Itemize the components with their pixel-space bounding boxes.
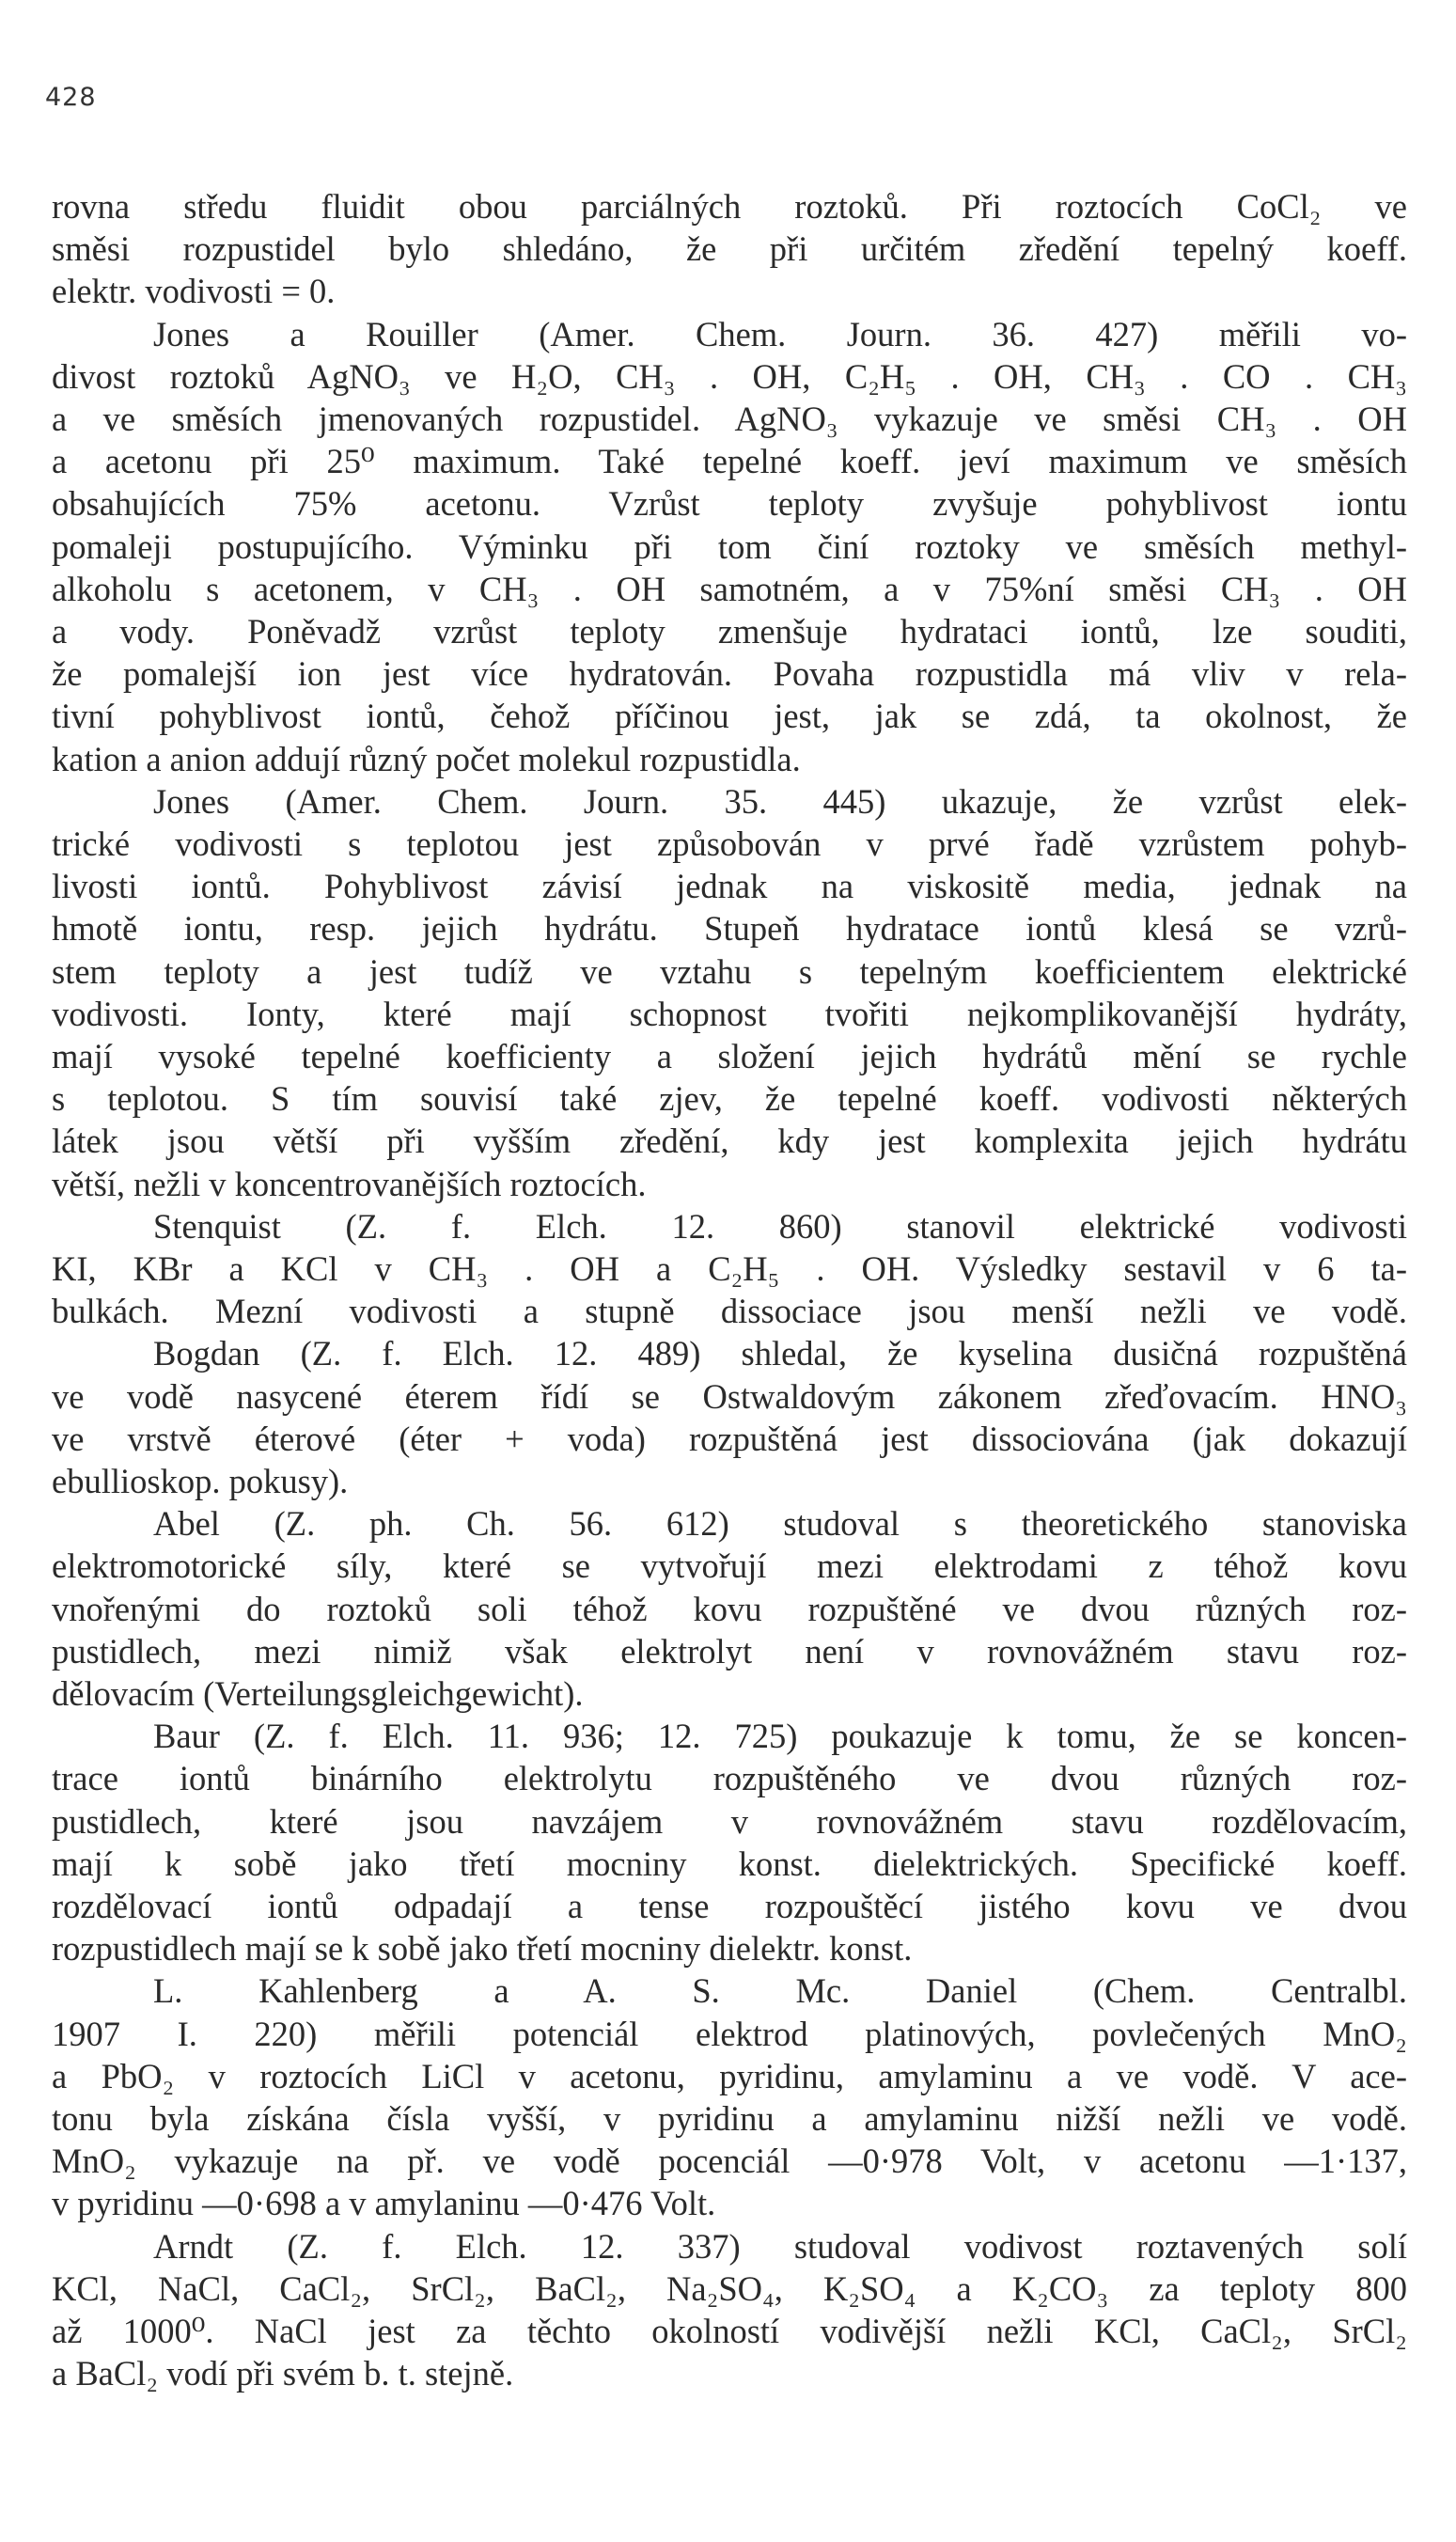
text-line: pomaleji postupujícího. Výminku při tom činí roztoky ve směsích methyl-	[52, 526, 1407, 566]
page-number: 428	[45, 83, 97, 112]
text-line: větší, nežli v koncentrovanějších roztocích.	[52, 1164, 647, 1203]
text-line: bulkách. Mezní vodivosti a stupně dissociace jsou menší nežli ve vodě.	[52, 1292, 1407, 1331]
text-line: směsi rozpustidel bylo shledáno, že při určitém zředění tepelný koeff.	[52, 229, 1407, 269]
text-line: rovna středu fluidit obou parciálných roztoků. Při roztocích CoCl₂ ve	[52, 187, 1407, 226]
text-line: mají vysoké tepelné koefficienty a složení jejich hydrátů mění se rychle	[52, 1037, 1407, 1075]
text-line: Bogdan (Z. f. Elch. 12. 489) shledal, že kyselina dusičná rozpuštěná	[153, 1334, 1407, 1373]
text-line: s teplotou. S tím souvisí také zjev, že tepelné koeff. vodivosti některých	[52, 1079, 1407, 1119]
text-line: divost roztoků AgNO₃ ve H₂O, CH₃ . OH, C₂H₅ . OH, CH₃ . CO . CH₃	[52, 356, 1407, 396]
text-line: mají k sobě jako třetí mocniny konst. dielektrických. Specifické koeff.	[52, 1844, 1407, 1883]
text-line: a acetonu při 25⁰ maximum. Také tepelné koeff. jeví maximum ve směsích	[52, 442, 1407, 481]
text-line: ve vodě nasycené éterem řídí se Ostwaldovým zákonem zřeďovacím. HNO₃	[52, 1376, 1407, 1416]
text-line: v pyridinu —0·698 a v amylaninu —0·476 Volt.	[52, 2184, 716, 2223]
text-line: vodivosti. Ionty, které mají schopnost tvořiti nejkomplikovanější hydráty,	[52, 994, 1407, 1033]
text-line: livosti iontů. Pohyblivost závisí jednak na viskositě media, jednak na	[52, 867, 1407, 906]
text-line: Arndt (Z. f. Elch. 12. 337) studoval vodivost roztavených solí	[153, 2226, 1407, 2266]
text-line: vnořenými do roztoků soli téhož kovu rozpuštěné ve dvou různých roz-	[52, 1589, 1407, 1628]
text-line: elektr. vodivosti = 0.	[52, 272, 336, 311]
text-line: až 1000⁰. NaCl jest za těchto okolností vodivější nežli KCl, CaCl₂, SrCl₂	[52, 2312, 1407, 2350]
text-line: 1907 I. 220) měřili potenciál elektrod platinových, povlečených MnO₂	[52, 2014, 1407, 2053]
text-line: tivní pohyblivost iontů, čehož příčinou jest, jak se zdá, ta okolnost, že	[52, 697, 1407, 736]
text-line: Jones a Rouiller (Amer. Chem. Journ. 36. 427) měřili vo-	[153, 314, 1407, 353]
text-line: Jones (Amer. Chem. Journ. 35. 445) ukazuje, že vzrůst elek-	[153, 781, 1407, 821]
text-line: pustidlech, které jsou navzájem v rovnovážném stavu rozdělovacím,	[52, 1801, 1407, 1841]
text-line: stem teploty a jest tudíž ve vztahu s tepelným koefficientem elektrické	[52, 951, 1407, 991]
text-line: pustidlech, mezi nimiž však elektrolyt není v rovnovážném stavu roz-	[52, 1631, 1407, 1671]
text-line: MnO₂ vykazuje na př. ve vodě pocenciál —0·978 Volt, v acetonu —1·137,	[52, 2142, 1407, 2181]
text-line: L. Kahlenberg a A. S. Mc. Daniel (Chem. Centralbl.	[153, 1971, 1407, 2011]
text-line: obsahujících 75% acetonu. Vzrůst teploty zvyšuje pohyblivost iontu	[52, 484, 1407, 524]
text-line: hmotě iontu, resp. jejich hydrátu. Stupeň hydratace iontů klesá se vzrů-	[52, 909, 1407, 949]
text-line: že pomalejší ion jest více hydratován. Povaha rozpustidla má vliv v rela-	[52, 654, 1407, 694]
text-line: tonu byla získána čísla vyšší, v pyridinu a amylaminu nižší nežli ve vodě.	[52, 2099, 1407, 2138]
text-line: a vody. Poněvadž vzrůst teploty zmenšuje hydrataci iontů, lze souditi,	[52, 612, 1407, 651]
text-line: alkoholu s acetonem, v CH₃ . OH samotném, a v 75%ní směsi CH₃ . OH	[52, 569, 1407, 608]
text-line: ve vrstvě éterové (éter + voda) rozpuštěná jest dissociována (jak dokazují	[52, 1419, 1407, 1458]
text-line: látek jsou větší při vyšším zředění, kdy jest komplexita jejich hydrátu	[52, 1122, 1407, 1161]
text-line: rozdělovací iontů odpadají a tense rozpouštěcí jistého kovu ve dvou	[52, 1887, 1407, 1925]
text-line: a ve směsích jmenovaných rozpustidel. AgNO₃ vykazuje ve směsi CH₃ . OH	[52, 400, 1407, 438]
text-line: KI, KBr a KCl v CH₃ . OH a C₂H₅ . OH. Výsledky sestavil v 6 ta-	[52, 1249, 1407, 1288]
text-line: Stenquist (Z. f. Elch. 12. 860) stanovil elektrické vodivosti	[153, 1206, 1407, 1246]
text-line: trické vodivosti s teplotou jest způsobován v prvé řadě vzrůstem pohyb-	[52, 824, 1407, 863]
text-line: a BaCl₂ vodí při svém b. t. stejně.	[52, 2354, 514, 2393]
text-line: kation a anion addují různý počet molekul rozpustidla.	[52, 739, 801, 778]
text-line: trace iontů binárního elektrolytu rozpuštěného ve dvou různých roz-	[52, 1759, 1407, 1798]
text-line: Baur (Z. f. Elch. 11. 936; 12. 725) poukazuje k tomu, že se koncen-	[153, 1717, 1407, 1756]
text-line: rozpustidlech mají se k sobě jako třetí mocniny dielektr. konst.	[52, 1929, 913, 1969]
text-line: KCl, NaCl, CaCl₂, SrCl₂, BaCl₂, Na₂SO₄, K₂SO₄ a K₂CO₃ za teploty 800	[52, 2268, 1407, 2308]
text-line: Abel (Z. ph. Ch. 56. 612) studoval s theoretického stanoviska	[153, 1504, 1407, 1544]
text-line: elektromotorické síly, které se vytvořují mezi elektrodami z téhož kovu	[52, 1546, 1407, 1586]
text-line: dělovacím (Verteilungsgleichgewicht).	[52, 1674, 584, 1713]
text-line: ebullioskop. pokusy).	[52, 1462, 349, 1500]
text-line: a PbO₂ v roztocích LiCl v acetonu, pyridinu, amylaminu a ve vodě. V ace-	[52, 2056, 1407, 2095]
